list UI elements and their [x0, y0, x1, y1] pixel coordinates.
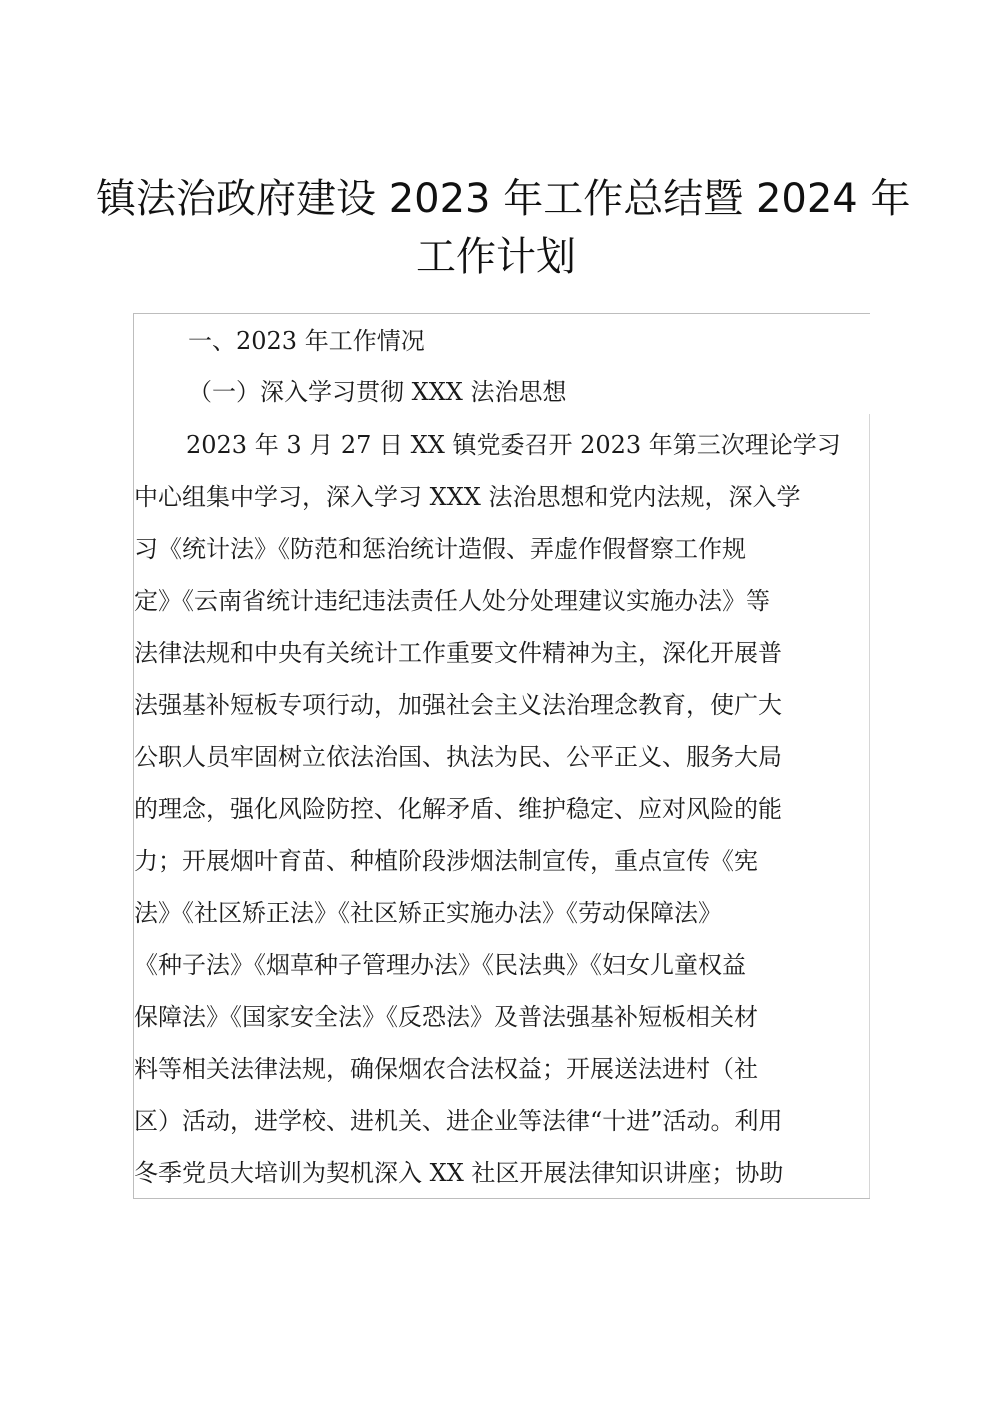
- paragraph-line: 法》《社区矫正法》《社区矫正实施办法》《劳动保障法》: [134, 899, 722, 927]
- document-title: [96, 170, 911, 286]
- paragraph-line: 法强基补短板专项行动，加强社会主义法治理念教育，使广大: [134, 691, 782, 719]
- paragraph-line: 2023 年 3 月 27 日 XX 镇党委召开 2023 年第三次理论学习: [186, 431, 841, 459]
- subsection-heading: （一）深入学习贯彻 XXX 法治思想: [188, 378, 567, 406]
- paragraph-line: 中心组集中学习，深入学习 XXX 法治思想和党内法规，深入学: [134, 483, 801, 511]
- document-body: [133, 313, 870, 1199]
- paragraph-line: 定》《云南省统计违纪违法责任人处分处理建议实施办法》等: [134, 587, 770, 615]
- section-heading: 一、2023 年工作情况: [188, 327, 425, 355]
- paragraph-line: 《种子法》《烟草种子管理办法》《民法典》《妇女儿童权益: [134, 951, 746, 979]
- paragraph-line: 法律法规和中央有关统计工作重要文件精神为主，深化开展普: [134, 639, 782, 667]
- paragraph-line: 料等相关法律法规，确保烟农合法权益；开展送法进村（社: [134, 1055, 758, 1083]
- title-line-1: 镇法治政府建设 2023 年工作总结暨 2024 年: [96, 176, 911, 222]
- paragraph-line: 保障法》《国家安全法》《反恐法》及普法强基补短板相关材: [134, 1003, 758, 1031]
- paragraph-line: 习《统计法》《防范和惩治统计造假、弄虚作假督察工作规: [134, 535, 746, 563]
- paragraph-line: 的理念，强化风险防控、化解矛盾、维护稳定、应对风险的能: [134, 795, 782, 823]
- title-line-2: 工作计划: [416, 234, 576, 280]
- paragraph-line: 区）活动，进学校、进机关、进企业等法律“十进”活动。利用: [134, 1107, 783, 1135]
- paragraph-line: 公职人员牢固树立依法治国、执法为民、公平正义、服务大局: [134, 743, 782, 771]
- paragraph-line: 力；开展烟叶育苗、种植阶段涉烟法制宣传，重点宣传《宪: [134, 847, 758, 875]
- paragraph-line: 冬季党员大培训为契机深入 XX 社区开展法律知识讲座；协助: [134, 1159, 784, 1187]
